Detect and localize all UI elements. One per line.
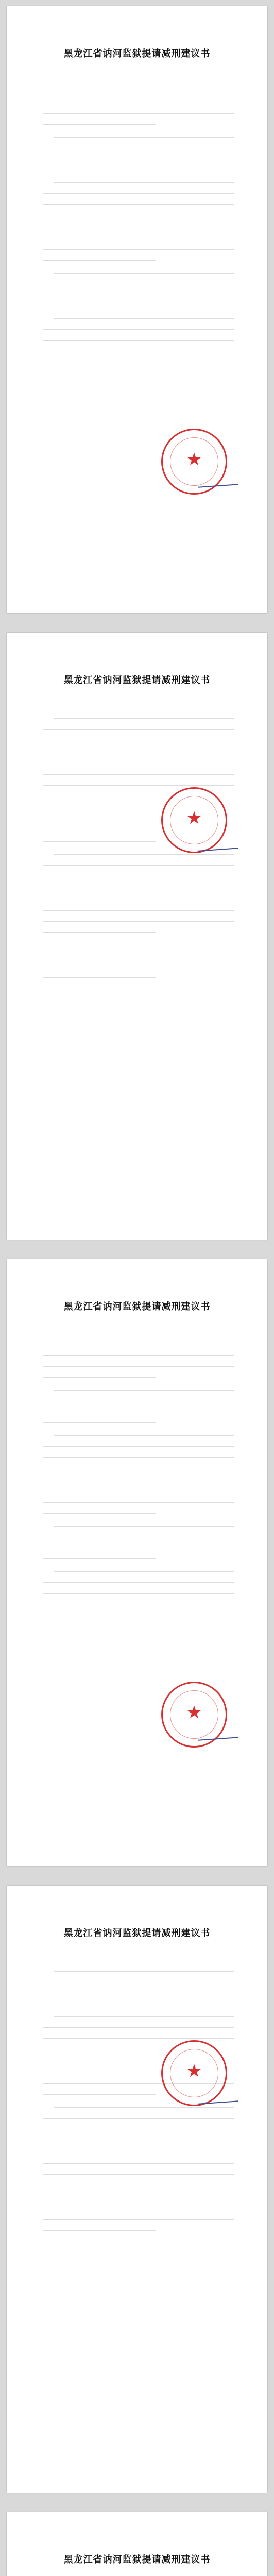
sheet-title: 黑龙江省讷河监狱提请减刑建议书 [63,2554,211,2565]
text-line-placeholder [43,921,234,922]
text-line-placeholder [43,329,234,330]
text-line-placeholder [43,2038,234,2039]
body-paragraph [43,937,234,944]
official-seal [161,429,227,495]
text-line-placeholder [43,1457,234,1458]
body-paragraph [43,755,234,762]
text-line-placeholder [43,2219,234,2220]
text-line-placeholder [54,1571,234,1572]
seal-star-icon: ★ [186,449,202,470]
text-line-placeholder [43,1513,156,1514]
body-paragraph [43,265,234,272]
text-line-placeholder [43,260,156,261]
body-paragraph [43,83,234,91]
text-line-placeholder [43,2230,156,2231]
document-sheet [7,633,267,1240]
text-line-placeholder [43,2027,234,2028]
text-line-placeholder [54,318,234,319]
text-line-placeholder [54,854,234,855]
text-line-placeholder [54,137,234,138]
seal-star-icon: ★ [186,2061,202,2081]
text-line-placeholder [54,1390,234,1391]
sheet-title: 黑龙江省讷河监狱提请减刑建议书 [63,675,211,686]
body-paragraph [43,1472,234,1480]
document-sheet [7,1886,267,2493]
text-line-placeholder [54,718,234,719]
text-line-placeholder [43,841,156,842]
text-line-placeholder [43,1366,234,1367]
sheet-title: 黑龙江省讷河监狱提请减刑建议书 [63,48,211,59]
text-line-placeholder [43,204,234,205]
text-line-placeholder [43,2094,156,2095]
text-line-placeholder [43,1558,156,1559]
text-line-placeholder [43,1593,234,1594]
sheet-title: 黑龙江省讷河监狱提请减刑建议书 [63,1301,211,1312]
body-paragraph [43,2008,234,2015]
document-sheet [7,6,267,613]
document-sheet [7,2512,267,2576]
text-line-placeholder [43,340,234,341]
text-line-placeholder [43,1377,156,1378]
body-paragraph [43,1427,234,1434]
body-paragraph [43,1563,234,1570]
body-paragraph [43,1963,234,1970]
text-line-placeholder [43,124,156,125]
text-line-placeholder [43,2163,234,2164]
text-line-placeholder [43,2118,234,2119]
text-line-placeholder [43,249,234,250]
text-line-placeholder [43,729,234,730]
text-line-placeholder [54,1971,234,1972]
text-line-placeholder [43,865,234,866]
seal-star-icon: ★ [186,808,202,828]
body-paragraph [43,219,234,227]
text-line-placeholder [54,1526,234,1527]
text-line-placeholder [54,2107,234,2108]
body-paragraph [43,891,234,899]
official-seal [161,787,227,853]
body-paragraph [43,2190,234,2197]
body-paragraph [43,2144,234,2151]
text-line-placeholder [43,785,234,786]
text-line-placeholder [43,113,234,114]
text-line-placeholder [43,932,156,933]
body-paragraph [43,1382,234,1389]
official-seal [161,2040,227,2106]
text-line-placeholder [43,1446,234,1447]
text-line-placeholder [43,1502,234,1503]
sheet-title: 黑龙江省讷河监狱提请减刑建议书 [63,1928,211,1939]
text-line-placeholder [43,2174,234,2175]
text-line-placeholder [43,1355,234,1356]
official-seal [161,1682,227,1748]
body-paragraph [43,129,234,136]
body-paragraph [43,310,234,317]
text-line-placeholder [54,2016,234,2017]
text-line-placeholder [54,182,234,183]
text-line-placeholder [54,273,234,274]
text-line-placeholder [43,910,234,911]
document-sheet [7,1259,267,1866]
body-paragraph [43,174,234,181]
text-line-placeholder [43,193,234,194]
document-stack [0,6,274,2576]
text-line-placeholder [43,1582,234,1583]
text-line-placeholder [54,1435,234,1436]
seal-star-icon: ★ [186,1702,202,1723]
text-line-placeholder [43,774,234,775]
text-line-placeholder [43,1422,156,1423]
body-paragraph [43,1518,234,1525]
body-paragraph [43,710,234,717]
text-line-placeholder [43,977,156,978]
body-paragraph [43,1336,234,1344]
